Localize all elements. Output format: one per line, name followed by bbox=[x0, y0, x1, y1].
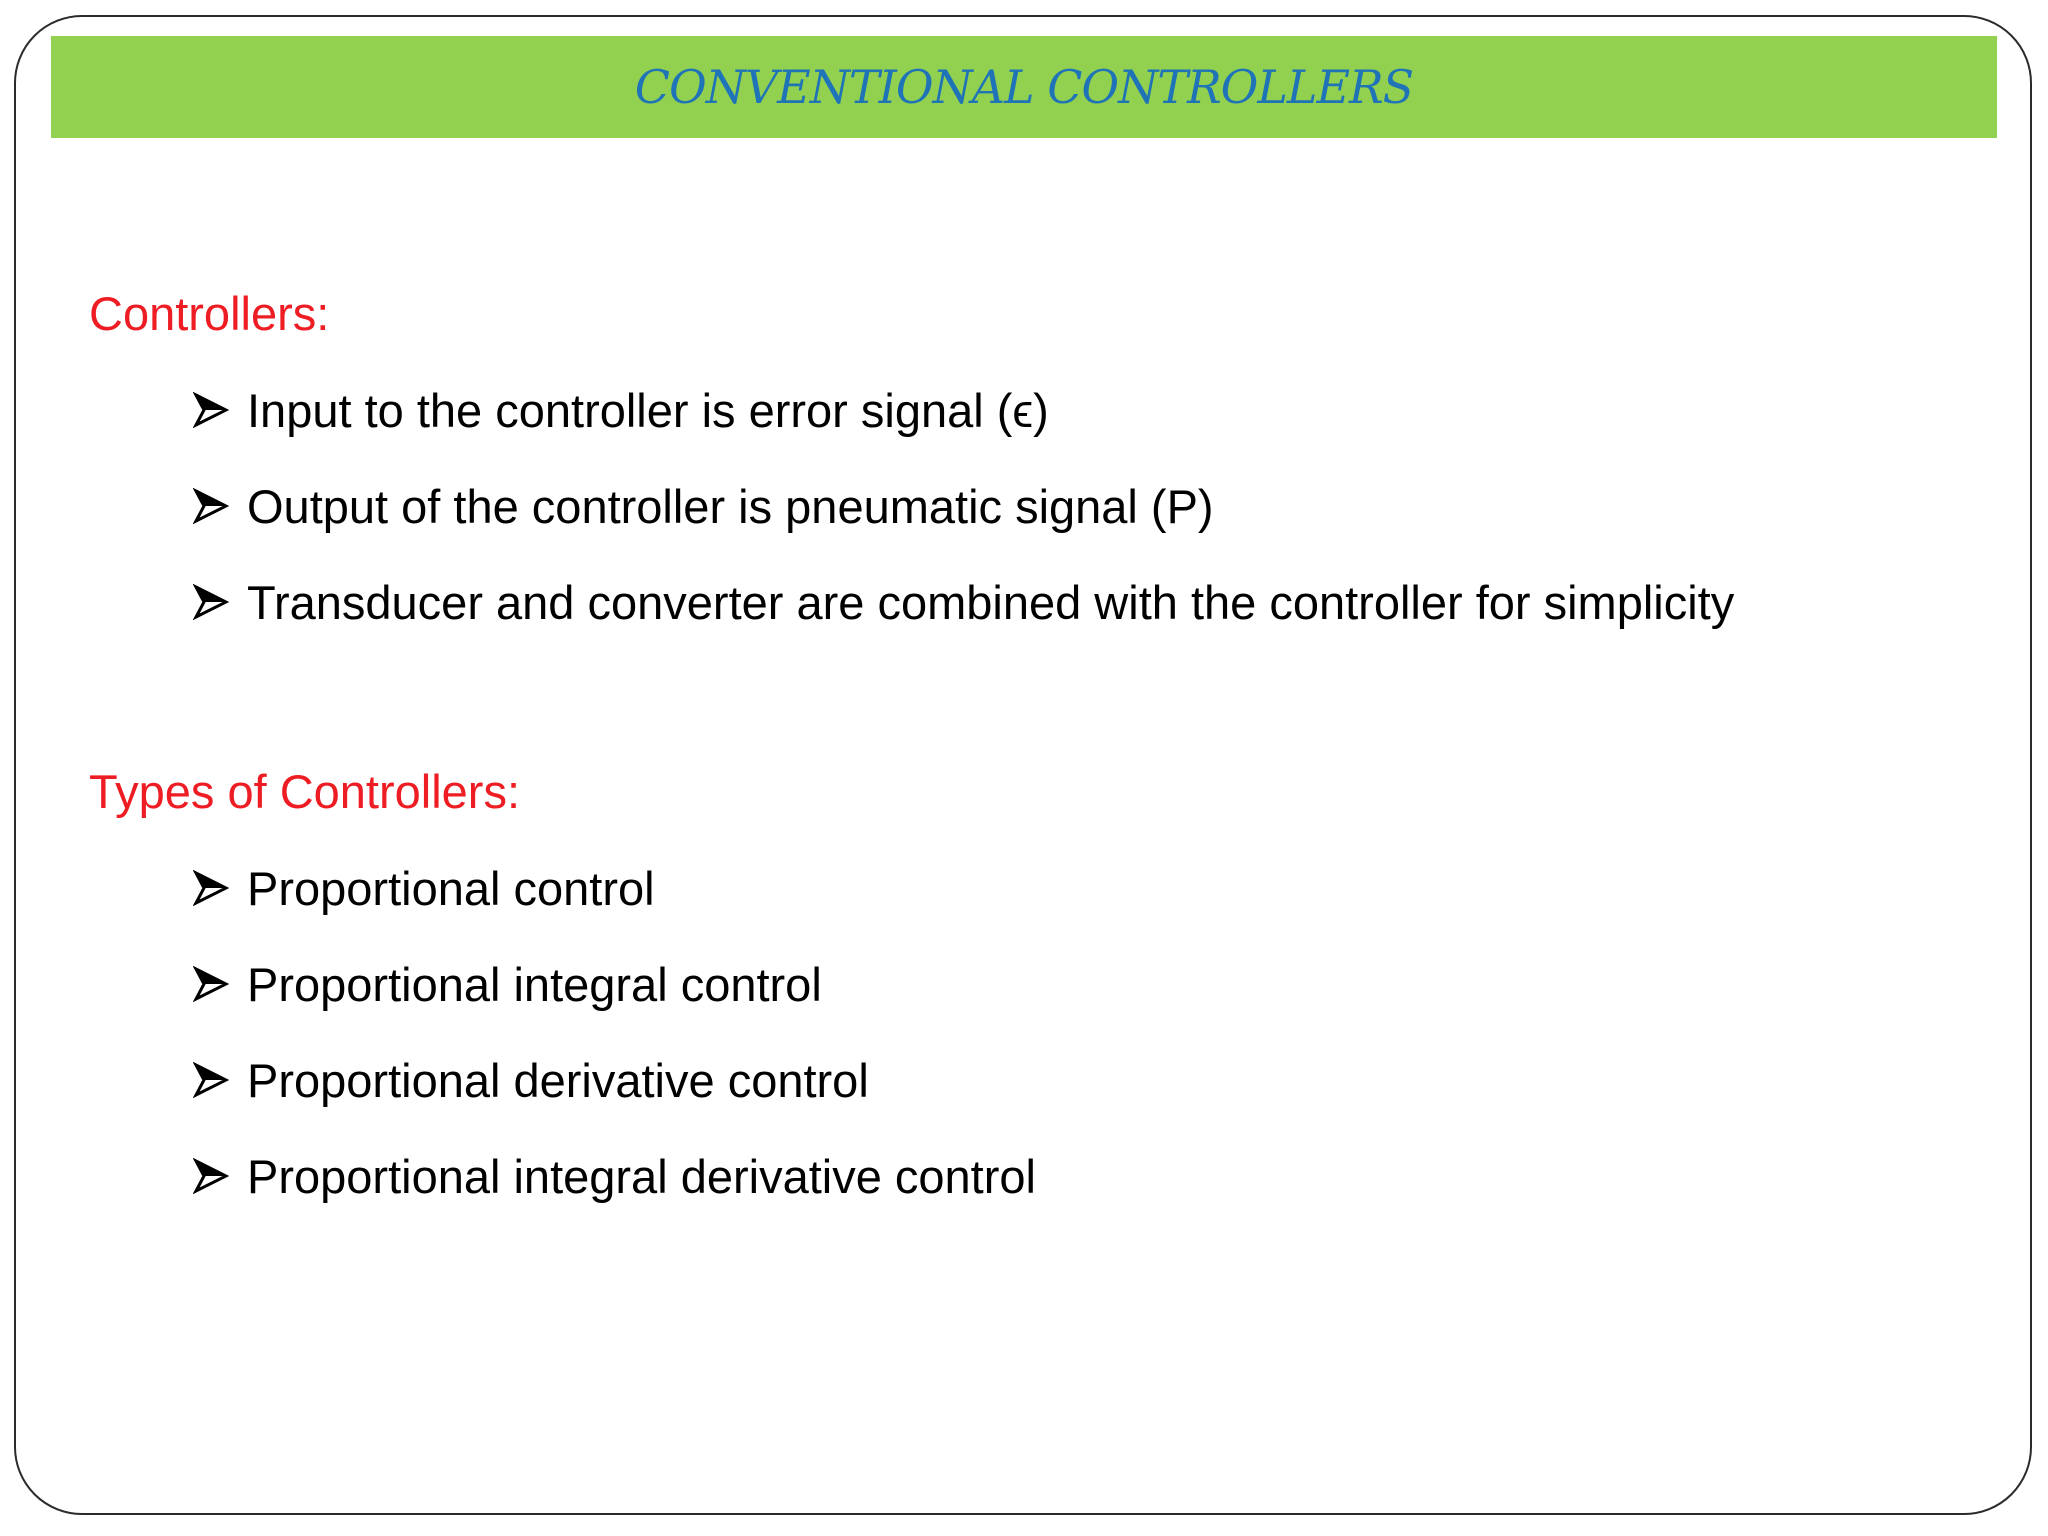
arrowhead-bullet-icon bbox=[193, 1062, 229, 1098]
title-bar bbox=[51, 36, 1997, 138]
bullet-text: Proportional derivative control bbox=[247, 1053, 869, 1107]
bullet-text: Transducer and converter are combined with the controller for simplicity bbox=[247, 575, 1735, 629]
list-item bbox=[193, 1128, 1036, 1224]
section-heading-controllers: Controllers: bbox=[89, 287, 330, 340]
bullet-text: Proportional integral derivative control bbox=[247, 1149, 1036, 1203]
arrowhead-bullet-icon bbox=[193, 392, 229, 428]
bullet-text: Proportional integral control bbox=[247, 957, 822, 1011]
list-item bbox=[193, 936, 1036, 1032]
list-item bbox=[193, 840, 1036, 936]
section-heading-types-of-controllers: Types of Controllers: bbox=[89, 765, 521, 818]
arrowhead-bullet-icon bbox=[193, 584, 229, 620]
bullet-text: Input to the controller is error signal (ϵ) bbox=[247, 383, 1049, 437]
list-item bbox=[193, 458, 1734, 554]
list-item bbox=[193, 362, 1734, 458]
controllers-bullet-list bbox=[193, 362, 1734, 650]
arrowhead-bullet-icon bbox=[193, 1158, 229, 1194]
types-bullet-list bbox=[193, 840, 1036, 1224]
bullet-text: Proportional control bbox=[247, 861, 655, 915]
arrowhead-bullet-icon bbox=[193, 870, 229, 906]
arrowhead-bullet-icon bbox=[193, 966, 229, 1002]
bullet-text: Output of the controller is pneumatic signal (P) bbox=[247, 479, 1214, 533]
list-item bbox=[193, 1032, 1036, 1128]
slide-title: CONVENTIONAL CONTROLLERS bbox=[634, 60, 1414, 114]
arrowhead-bullet-icon bbox=[193, 488, 229, 524]
list-item bbox=[193, 554, 1734, 650]
